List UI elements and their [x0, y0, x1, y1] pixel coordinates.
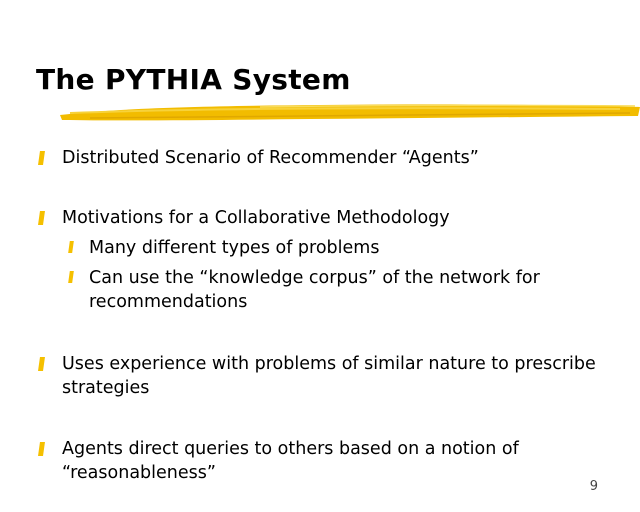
bullet-item: Distributed Scenario of Recommender “Agents” [62, 148, 479, 168]
sub-bullet-item: Many different types of problems [89, 238, 380, 258]
sub-bullet-marker [68, 241, 74, 253]
sub-bullet-marker [68, 271, 74, 283]
bullet-item: Agents direct queries to others based on a notion of “reasonableness” [62, 439, 519, 483]
bullet-marker [38, 211, 45, 225]
bullet-item: Motivations for a Collaborative Methodology [62, 208, 450, 228]
page-number: 9 [589, 479, 598, 494]
sub-bullet-item: Can use the “knowledge corpus” of the network for recommendations [89, 268, 540, 312]
slide-title: The PYTHIA System [36, 63, 351, 96]
bullet-marker [38, 357, 45, 371]
bullet-marker [38, 442, 45, 456]
bullet-marker [38, 151, 45, 165]
bullet-item: Uses experience with problems of similar nature to prescribe strategies [62, 354, 596, 398]
